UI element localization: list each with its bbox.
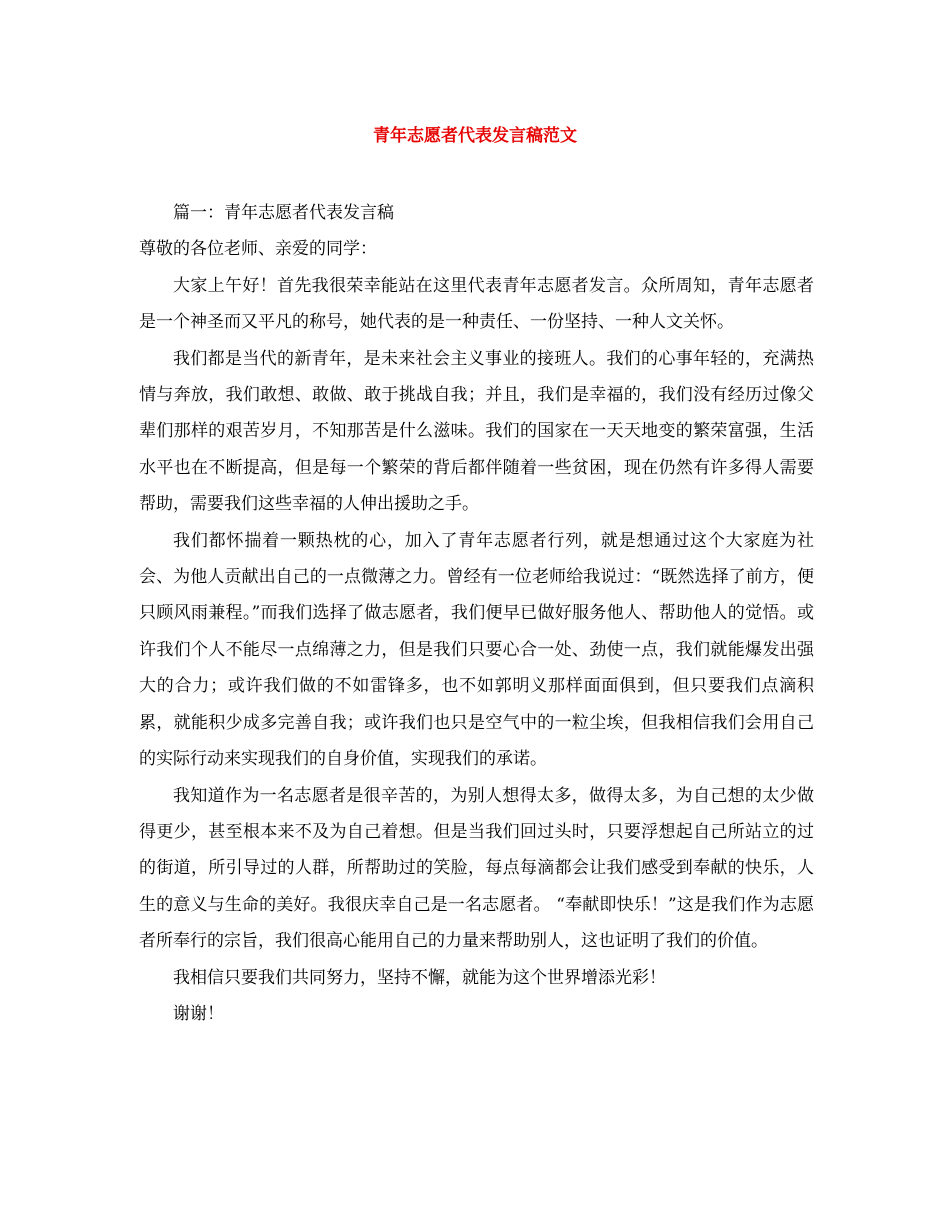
paragraph-3: 我们都怀揣着一颗热枕的心，加入了青年志愿者行列，就是想通过这个大家庭为社会、为他人贡献出自己的一点微薄之力。曾经有一位老师给我说过：“既然选择了前方，便只顾风雨兼程。”而我们选择了做志愿者，我们便早已做好服务他人、帮助他人的觉悟。或许我们个人不能尽一点绵薄之力，但是我们只要心合一处、劲使一点，我们就能爆发出强大的合力；或许我们做的不如雷锋多，也不如郭明义那样面面俱到，但只要我们点滴积累，就能积少成多完善自我；或许我们也只是空气中的一粒尘埃，但我相信我们会用自己的实际行动来实现我们的自身价值，实现我们的承诺。	[139, 530, 814, 770]
paragraph-2: 我们都是当代的新青年，是未来社会主义事业的接班人。我们的心事年轻的，充满热情与奔放，我们敢想、敢做、敢于挑战自我；并且，我们是幸福的，我们没有经历过像父辈们那样的艰苦岁月，不知那苦是什么滋味。我们的国家在一天天地变的繁荣富强，生活水平也在不断提高，但是每一个繁荣的背后都伴随着一些贫困，现在仍然有许多得人需要帮助，需要我们这些幸福的人伸出援助之手。	[139, 348, 814, 515]
document-title: 青年志愿者代表发言稿范文	[373, 126, 577, 146]
document-body	[139, 195, 814, 1032]
paragraph-4: 我知道作为一名志愿者是很辛苦的，为别人想得太多，做得太多，为自己想的太少做得更少，甚至根本来不及为自己着想。但是当我们回过头时，只要浮想起自己所站立的过的街道，所引导过的人群，所帮助过的笑脸，每点每滴都会让我们感受到奉献的快乐，人生的意义与生命的美好。我很庆幸自己是一名志愿者。 “奉献即快乐！”这是我们作为志愿者所奉行的宗旨，我们很高心能用自己的力量来帮助别人，这也证明了我们的价值。	[139, 785, 814, 952]
salutation: 尊敬的各位老师、亲爱的同学：	[139, 239, 377, 260]
closing-thanks: 谢谢！	[173, 1003, 224, 1024]
paragraph-5: 我相信只要我们共同努力，坚持不懈，就能为这个世界增添光彩！	[173, 967, 666, 988]
paragraph-1: 大家上午好！首先我很荣幸能站在这里代表青年志愿者发言。众所周知，青年志愿者是一个神圣而又平凡的称号，她代表的是一种责任、一份坚持、一种人文关怀。	[139, 275, 814, 333]
section-heading: 篇一：青年志愿者代表发言稿	[173, 203, 394, 223]
